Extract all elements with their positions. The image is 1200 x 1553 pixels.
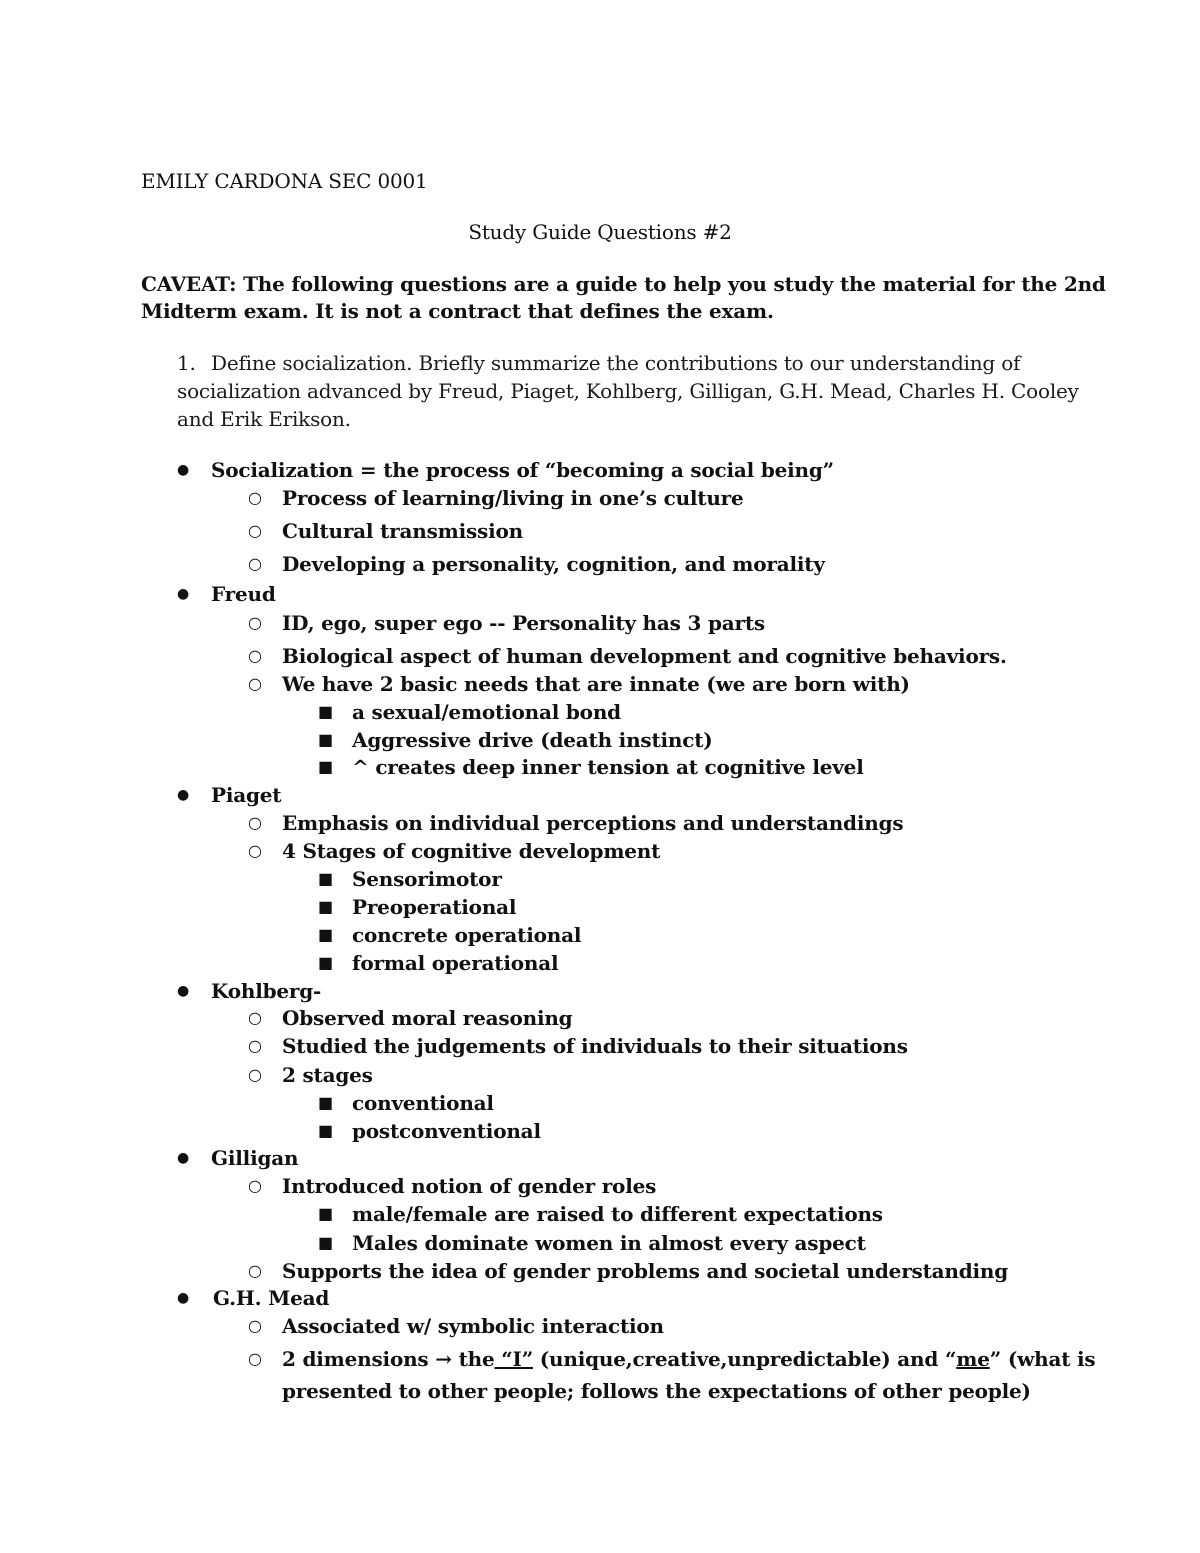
question-line-2: socialization advanced by Freud, Piaget, Kohlberg, Gilligan, G.H. Mead, Charles H. Cooley: [177, 379, 1079, 403]
hollow-circle-icon: ○: [248, 646, 262, 665]
note-piaget-2b: Preoperational: [352, 895, 517, 919]
filled-square-icon: ■: [318, 925, 334, 944]
caveat-line-2: Midterm exam. It is not a contract that defines the exam.: [141, 299, 774, 323]
note-piaget-2: 4 Stages of cognitive development: [282, 839, 661, 863]
note-gilligan-2: Supports the idea of gender problems and societal understanding: [282, 1259, 1009, 1283]
note-kohlberg-2: Studied the judgements of individuals to their situations: [282, 1034, 908, 1058]
filled-square-icon: ■: [318, 702, 334, 721]
filled-square-icon: ■: [318, 757, 334, 776]
hollow-circle-icon: ○: [248, 554, 262, 573]
hollow-circle-icon: ○: [248, 1349, 262, 1368]
note-mead-2-me: me: [956, 1347, 990, 1371]
note-socialization: Socialization = the process of “becoming a social being”: [211, 458, 834, 482]
note-piaget-2d: formal operational: [352, 951, 559, 975]
hollow-circle-icon: ○: [248, 1261, 262, 1280]
note-mead-1: Associated w/ symbolic interaction: [282, 1314, 664, 1338]
question-number: 1.: [177, 351, 196, 375]
note-mead-2-prefix: 2 dimensions → the: [282, 1347, 495, 1371]
note-kohlberg-3a: conventional: [352, 1091, 494, 1115]
note-kohlberg-1: Observed moral reasoning: [282, 1006, 573, 1030]
note-gilligan: Gilligan: [211, 1146, 299, 1170]
filled-square-icon: ■: [318, 1121, 334, 1140]
note-gilligan-1b: Males dominate women in almost every aspect: [352, 1231, 866, 1255]
filled-circle-icon: ●: [177, 462, 190, 478]
note-soc-1: Process of learning/living in one’s culture: [282, 486, 744, 510]
hollow-circle-icon: ○: [248, 613, 262, 632]
note-kohlberg-3: 2 stages: [282, 1063, 373, 1087]
note-gilligan-1a: male/female are raised to different expectations: [352, 1202, 883, 1226]
note-soc-2: Cultural transmission: [282, 519, 523, 543]
note-freud-3: We have 2 basic needs that are innate (we are born with): [282, 672, 910, 696]
filled-square-icon: ■: [318, 897, 334, 916]
hollow-circle-icon: ○: [248, 1008, 262, 1027]
question-line-1: Define socialization. Briefly summarize the contributions to our understanding of: [211, 351, 1021, 375]
hollow-circle-icon: ○: [248, 521, 262, 540]
hollow-circle-icon: ○: [248, 841, 262, 860]
question-line-3: and Erik Erikson.: [177, 407, 351, 431]
hollow-circle-icon: ○: [248, 1316, 262, 1335]
filled-circle-icon: ●: [177, 586, 190, 602]
note-kohlberg-3b: postconventional: [352, 1119, 541, 1143]
filled-square-icon: ■: [318, 1204, 334, 1223]
filled-square-icon: ■: [318, 730, 334, 749]
note-mead-2-mid: (unique,creative,unpredictable) and “: [533, 1347, 957, 1371]
note-freud-1: ID, ego, super ego -- Personality has 3 parts: [282, 611, 765, 635]
note-mead-2-continued: presented to other people; follows the expectations of other people): [282, 1379, 1031, 1403]
caveat-line-1: CAVEAT: The following questions are a guide to help you study the material for the 2nd: [141, 272, 1106, 296]
note-freud-2: Biological aspect of human development and cognitive behaviors.: [282, 644, 1007, 668]
note-freud-3c: ^ creates deep inner tension at cognitive level: [352, 755, 864, 779]
filled-circle-icon: ●: [177, 1290, 190, 1306]
filled-circle-icon: ●: [177, 787, 190, 803]
note-piaget: Piaget: [211, 783, 282, 807]
filled-square-icon: ■: [318, 1093, 334, 1112]
note-kohlberg: Kohlberg-: [211, 979, 322, 1003]
note-piaget-2c: concrete operational: [352, 923, 582, 947]
hollow-circle-icon: ○: [248, 1176, 262, 1195]
hollow-circle-icon: ○: [248, 488, 262, 507]
filled-square-icon: ■: [318, 953, 334, 972]
note-mead-2-i: “I”: [494, 1347, 534, 1371]
student-name-line: EMILY CARDONA SEC 0001: [141, 169, 428, 193]
note-piaget-2a: Sensorimotor: [352, 867, 502, 891]
hollow-circle-icon: ○: [248, 813, 262, 832]
page-title: Study Guide Questions #2: [468, 220, 732, 244]
note-mead: G.H. Mead: [213, 1286, 330, 1310]
hollow-circle-icon: ○: [248, 674, 262, 693]
note-gilligan-1: Introduced notion of gender roles: [282, 1174, 657, 1198]
note-freud-3a: a sexual/emotional bond: [352, 700, 621, 724]
note-mead-2: [282, 1346, 1095, 1372]
note-freud: Freud: [211, 582, 276, 606]
filled-circle-icon: ●: [177, 1150, 190, 1166]
note-piaget-1: Emphasis on individual perceptions and understandings: [282, 811, 904, 835]
note-soc-3: Developing a personality, cognition, and morality: [282, 552, 825, 576]
filled-square-icon: ■: [318, 869, 334, 888]
hollow-circle-icon: ○: [248, 1065, 262, 1084]
filled-circle-icon: ●: [177, 983, 190, 999]
filled-square-icon: ■: [318, 1233, 334, 1252]
hollow-circle-icon: ○: [248, 1036, 262, 1055]
note-mead-2-suffix: ” (what is: [989, 1347, 1096, 1371]
note-freud-3b: Aggressive drive (death instinct): [352, 728, 713, 752]
